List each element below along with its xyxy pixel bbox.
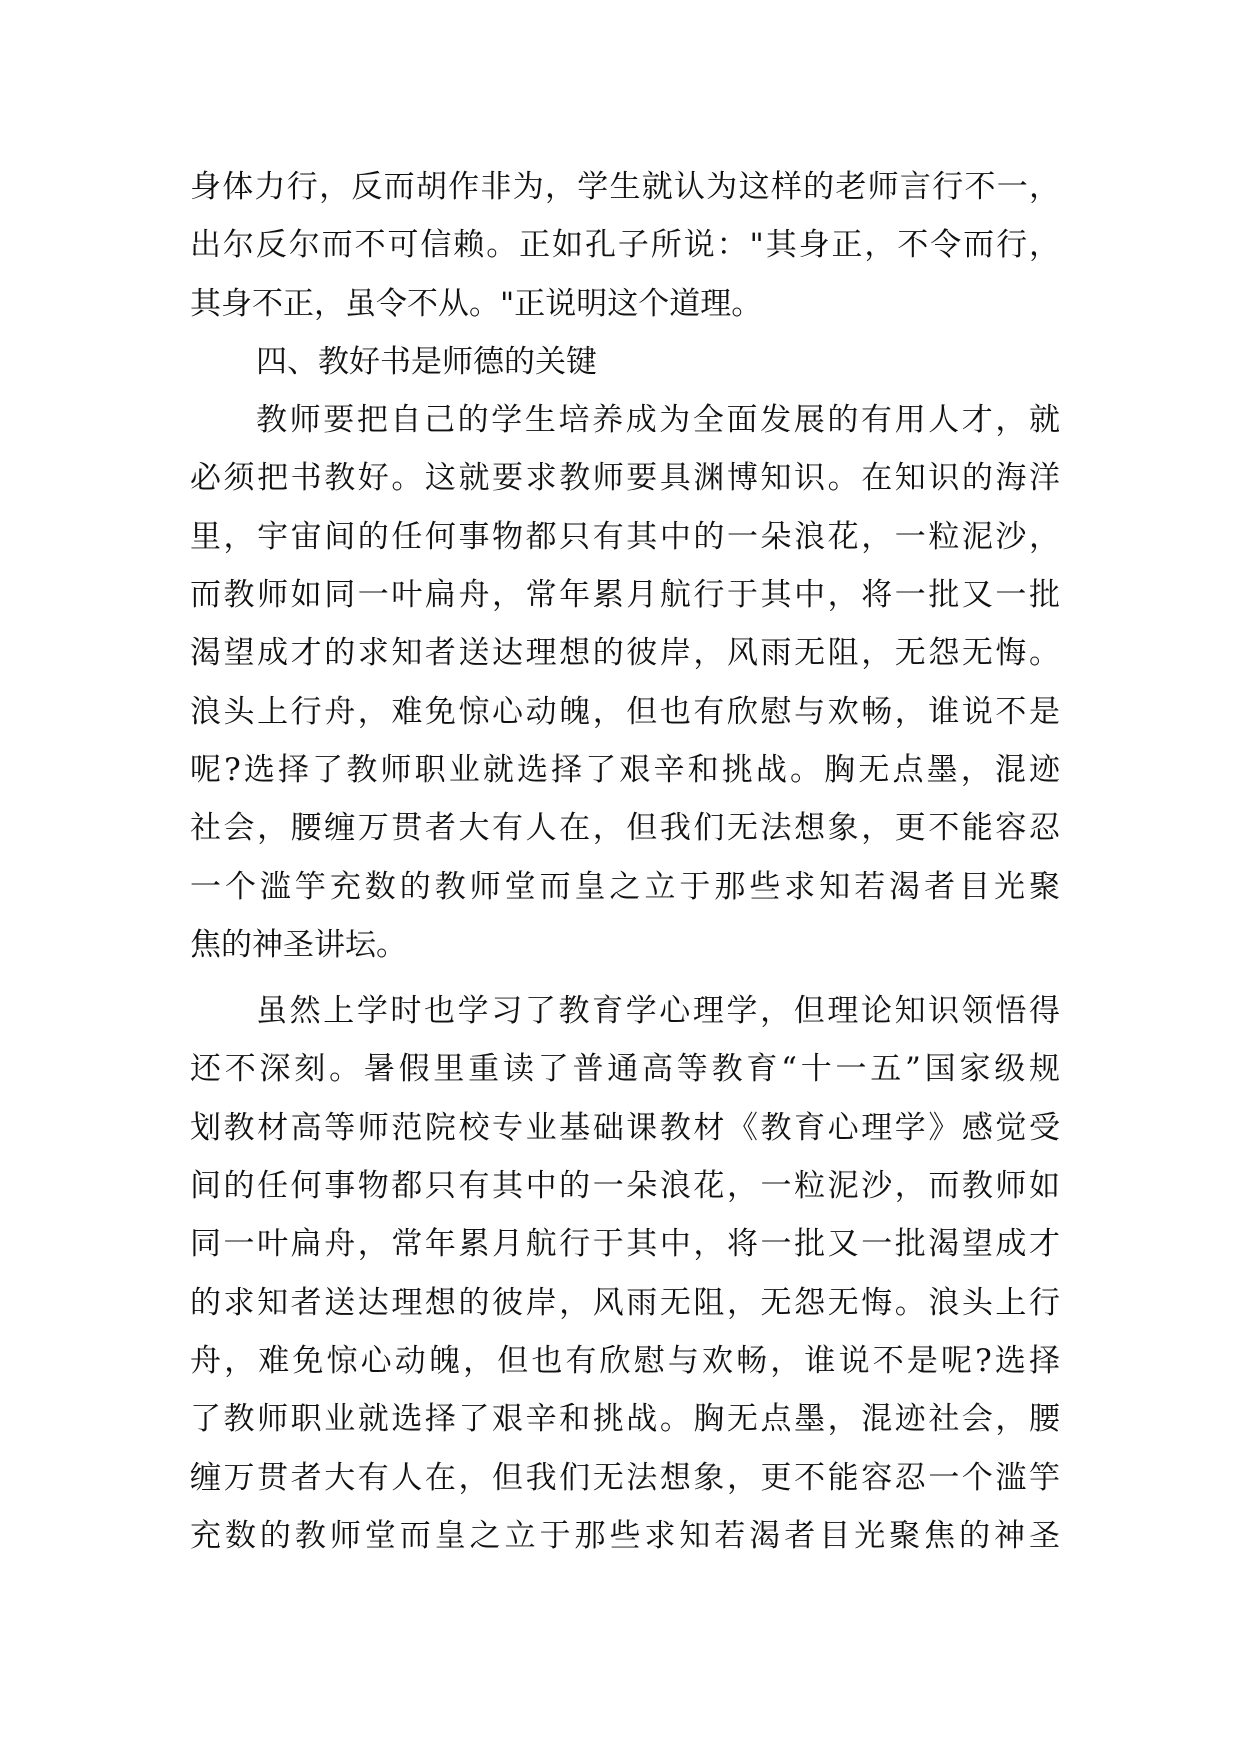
paragraph-line: 同一叶扁舟，常年累月航行于其中，将一批又一批渴望成才 xyxy=(190,1226,1060,1263)
paragraph-line: 了教师职业就选择了艰辛和挑战。胸无点墨，混迹社会，腰 xyxy=(190,1401,1060,1438)
paragraph-line: 里，宇宙间的任何事物都只有其中的一朵浪花，一粒泥沙， xyxy=(190,518,1060,555)
paragraph-line: 虽然上学时也学习了教育学心理学，但理论知识领悟得 xyxy=(256,993,1060,1030)
paragraph-spacer xyxy=(190,974,1060,982)
paragraph-line: 充数的教师堂而皇之立于那些求知若渴者目光聚焦的神圣 xyxy=(190,1517,1060,1554)
paragraph-line: 呢?选择了教师职业就选择了艰辛和挑战。胸无点墨，混迹 xyxy=(190,751,1060,788)
paragraph-line: 划教材高等师范院校专业基础课教材《教育心理学》感觉受 xyxy=(190,1109,1060,1146)
paragraph-line: 教师要把自己的学生培养成为全面发展的有用人才，就 xyxy=(256,402,1060,439)
paragraph-line: 间的任何事物都只有其中的一朵浪花，一粒泥沙，而教师如 xyxy=(190,1168,1060,1205)
paragraph-3 xyxy=(190,982,1060,1565)
paragraph-line: 浪头上行舟，难免惊心动魄，但也有欣慰与欢畅，谁说不是 xyxy=(190,693,1060,730)
paragraph-line: 而教师如同一叶扁舟，常年累月航行于其中，将一批又一批 xyxy=(190,577,1060,614)
paragraph-line: 渴望成才的求知者送达理想的彼岸，风雨无阻，无怨无悔。 xyxy=(190,635,1060,672)
document-body xyxy=(190,158,1060,1565)
paragraph-2 xyxy=(190,391,1060,974)
paragraph-line: 必须把书教好。这就要求教师要具渊博知识。在知识的海洋 xyxy=(190,460,1060,497)
paragraph-line: 缠万贯者大有人在，但我们无法想象，更不能容忍一个滥竽 xyxy=(190,1459,1060,1496)
paragraph-line: 身体力行，反而胡作非为，学生就认为这样的老师言行不一， xyxy=(190,169,1060,205)
paragraph-line: 社会，腰缠万贯者大有人在，但我们无法想象，更不能容忍 xyxy=(190,810,1060,847)
paragraph-line: 其身不正，虽令不从。"正说明这个道理。 xyxy=(190,285,763,322)
paragraph-line: 一个滥竽充数的教师堂而皇之立于那些求知若渴者目光聚 xyxy=(190,868,1060,905)
paragraph-line: 舟，难免惊心动魄，但也有欣慰与欢畅，谁说不是呢?选择 xyxy=(190,1342,1060,1379)
paragraph-line: 出尔反尔而不可信赖。正如孔子所说："其身正，不令而行， xyxy=(190,227,1060,264)
paragraph-line: 的求知者送达理想的彼岸，风雨无阻，无怨无悔。浪头上行 xyxy=(190,1284,1060,1321)
paragraph-line: 还不深刻。暑假里重读了普通高等教育“十一五”国家级规 xyxy=(190,1051,1060,1088)
paragraph-1 xyxy=(190,158,1060,333)
section-heading: 四、教好书是师德的关键 xyxy=(256,343,597,380)
paragraph-line: 焦的神圣讲坛。 xyxy=(190,926,407,963)
